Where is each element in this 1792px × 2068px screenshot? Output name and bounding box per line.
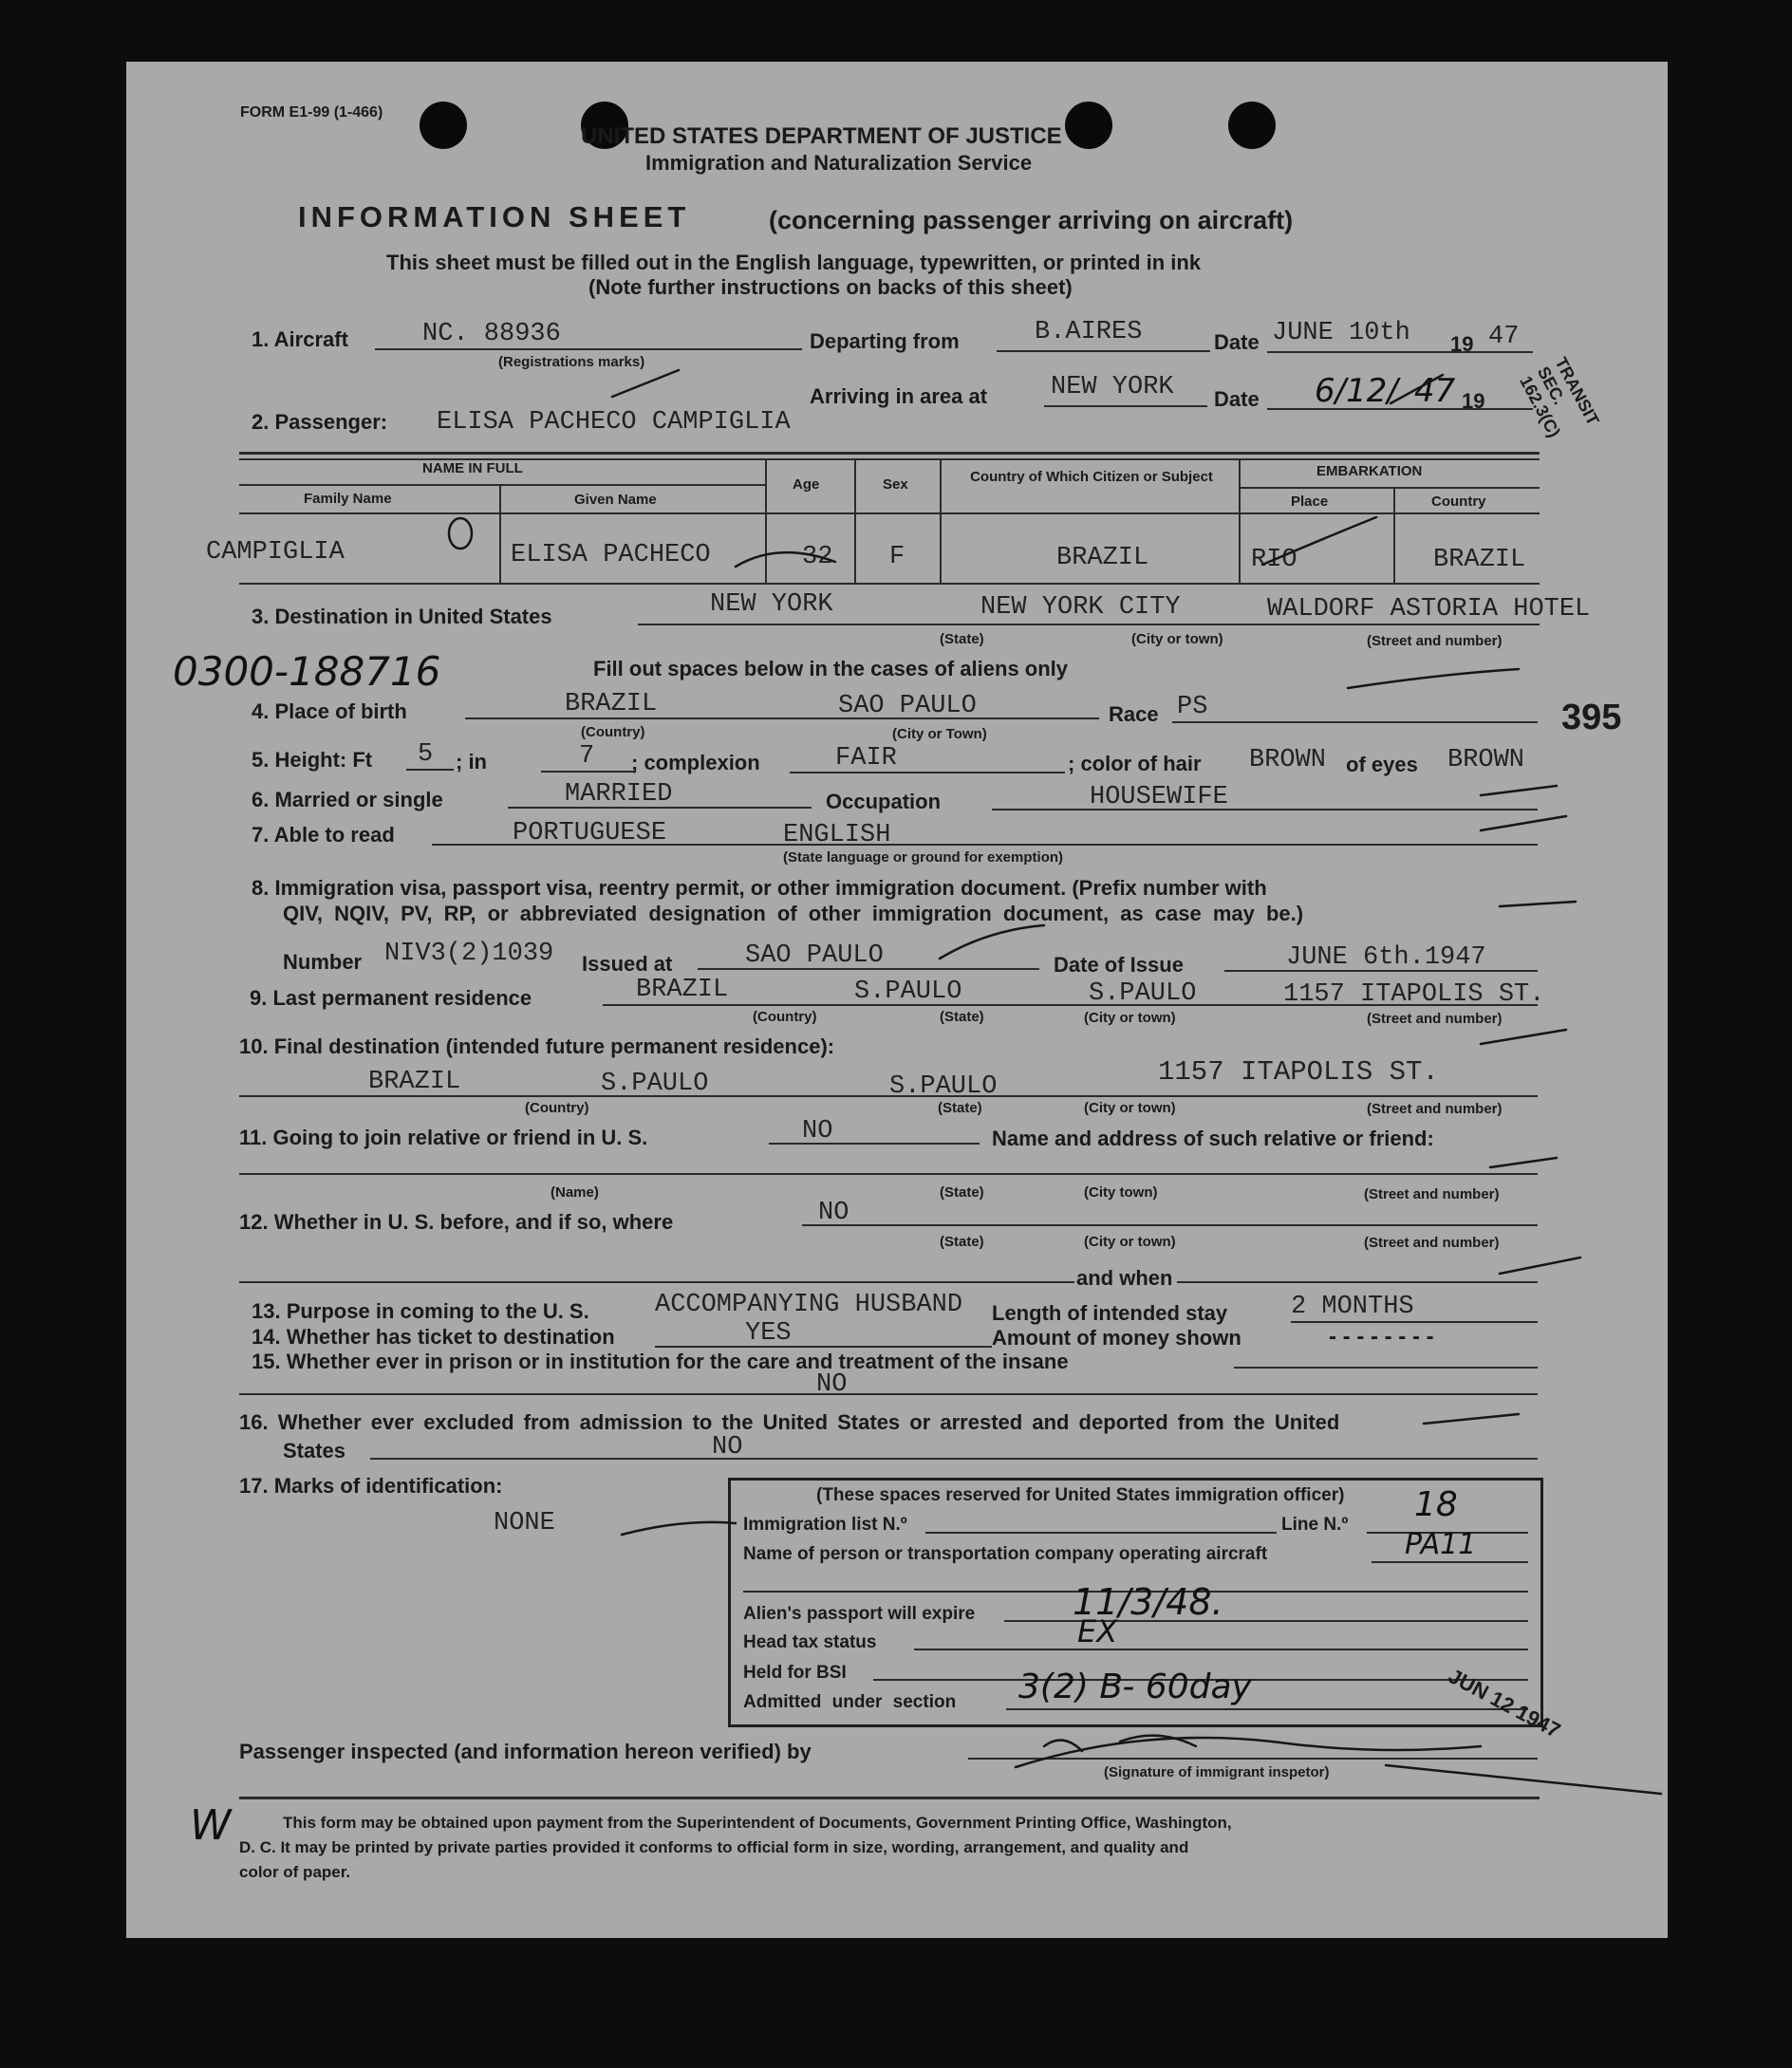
age-header: Age: [793, 476, 820, 493]
given-name-header: Given Name: [574, 492, 657, 508]
relative-name-label: Name and address of such relative or friend:: [992, 1127, 1434, 1150]
signature-stroke: [1016, 1738, 1481, 1767]
departing-label: Departing from: [810, 329, 960, 353]
excluded-line-2: States: [283, 1439, 346, 1463]
marks-value: NONE: [494, 1509, 555, 1537]
instruction-note: (Note further instructions on backs of this sheet): [588, 275, 1073, 299]
excluded-value: NO: [712, 1433, 743, 1462]
country-citizen-header: Country of Which Citizen or Subject: [970, 469, 1213, 485]
passport-expire-value: 11/3/48.: [1073, 1581, 1223, 1623]
footer-line-1: This form may be obtained upon payment from the Superintendent of Documents, Government Printing Office, Washington,: [283, 1814, 1232, 1832]
final-state-caption: (State): [938, 1100, 982, 1116]
department-title: UNITED STATES DEPARTMENT OF JUSTICE: [581, 123, 1062, 149]
form-code: 395: [1561, 698, 1622, 737]
place-cell: RIO: [1251, 546, 1297, 574]
margin-mark: W: [190, 1801, 232, 1850]
visit-street-caption: (Street and number): [1364, 1235, 1500, 1251]
join-relative-value: NO: [802, 1117, 833, 1146]
purpose-value: ACCOMPANYING HUSBAND: [655, 1291, 963, 1319]
complexion-label: ; complexion: [631, 751, 760, 774]
read-lang-1: PORTUGUESE: [513, 819, 667, 848]
height-in-label: ; in: [456, 750, 487, 773]
destination-city: NEW YORK CITY: [980, 593, 1181, 622]
eyes-value: BROWN: [1447, 746, 1525, 774]
relative-name-caption: (Name): [551, 1184, 599, 1201]
officer-box-title: (These spaces reserved for United States immigration officer): [816, 1485, 1345, 1505]
residence-state: S.PAULO: [854, 978, 962, 1006]
birth-city-caption: (City or Town): [892, 726, 987, 742]
date-stroke: [1391, 375, 1443, 403]
issued-label: Issued at: [582, 952, 673, 976]
residence-street-caption: (Street and number): [1367, 1011, 1503, 1027]
final-country: BRAZIL: [368, 1068, 461, 1096]
footer-line-3: color of paper.: [239, 1863, 351, 1881]
citizen-cell: BRAZIL: [1056, 544, 1149, 572]
race-label: Race: [1109, 702, 1159, 726]
destination-state: NEW YORK: [710, 590, 833, 619]
ticket-value: YES: [745, 1319, 792, 1348]
number-label: Number: [283, 950, 363, 974]
residence-city-caption: (City or town): [1084, 1010, 1176, 1026]
city-caption: (City or town): [1131, 631, 1223, 647]
stay-label: Length of intended stay: [992, 1301, 1228, 1325]
read-label: 7. Able to read: [252, 823, 395, 847]
file-number: 0300-188716: [173, 648, 441, 695]
admitted-section-label: Admitted under section: [743, 1692, 957, 1712]
married-value: MARRIED: [565, 780, 673, 809]
aircraft-label: 1. Aircraft: [252, 327, 348, 351]
height-label: 5. Height: Ft: [252, 748, 373, 772]
destination-street: WALDORF ASTORIA HOTEL: [1267, 595, 1591, 624]
visa-line-1: 8. Immigration visa, passport visa, reentry permit, or other immigration document. (Prefix number with: [252, 876, 1267, 900]
sex-cell: F: [889, 543, 905, 571]
visit-state-caption: (State): [940, 1234, 984, 1250]
residence-city: S.PAULO: [1089, 979, 1197, 1008]
immigration-list-label: Immigration list N.º: [743, 1515, 907, 1535]
signature-stroke: [1386, 1765, 1661, 1794]
check-stroke: [1481, 1030, 1566, 1044]
check-stroke: [612, 370, 679, 397]
service-title: Immigration and Naturalization Service: [645, 151, 1033, 175]
birth-country-caption: (Country): [581, 724, 645, 740]
complexion-value: FAIR: [835, 744, 897, 773]
arriving-value: NEW YORK: [1051, 373, 1174, 401]
company-value: PA11: [1405, 1528, 1477, 1561]
passport-expire-label: Alien's passport will expire: [743, 1604, 976, 1624]
line-number-label: Line N.º: [1281, 1515, 1349, 1535]
embarkation-header: EMBARKATION: [1316, 463, 1423, 479]
inspected-label: Passenger inspected (and information hereon verified) by: [239, 1740, 812, 1763]
arrival-date-label: Date: [1214, 387, 1260, 411]
age-cell: 32: [802, 543, 833, 571]
visit-city-caption: (City or town): [1084, 1234, 1176, 1250]
check-stroke: [736, 552, 835, 567]
purpose-label: 13. Purpose in coming to the U. S.: [252, 1299, 589, 1323]
check-stroke: [1262, 517, 1376, 565]
relative-street-caption: (Street and number): [1364, 1186, 1500, 1202]
passenger-label: 2. Passenger:: [252, 410, 388, 434]
money-label: Amount of money shown: [992, 1326, 1241, 1350]
check-stroke: [1481, 786, 1557, 795]
final-city-caption: (City or town): [1084, 1100, 1176, 1116]
footer-line-2: D. C. It may be printed by private parties provided it conforms to official form in size, wording, arrangement, and quality and: [239, 1838, 1189, 1856]
final-street-caption: (Street and number): [1367, 1101, 1503, 1117]
birth-city: SAO PAULO: [838, 692, 977, 720]
issue-date: JUNE 6th.1947: [1286, 943, 1486, 972]
read-lang-2: ENGLISH: [783, 821, 891, 849]
passenger-name: ELISA PACHECO CAMPIGLIA: [437, 408, 791, 437]
form-number: FORM E1-99 (1-466): [240, 104, 383, 121]
check-stroke: [1500, 1258, 1580, 1274]
departure-date: JUNE 10th: [1272, 319, 1410, 347]
married-label: 6. Married or single: [252, 788, 443, 811]
year-prefix: 19: [1450, 332, 1474, 356]
race-value: PS: [1177, 693, 1208, 721]
departure-year: 47: [1488, 323, 1520, 351]
stay-value: 2 MONTHS: [1291, 1293, 1414, 1321]
state-caption: (State): [940, 631, 984, 647]
place-header: Place: [1291, 494, 1329, 510]
sheet-subtitle: (concerning passenger arriving on aircraft): [769, 206, 1294, 234]
year-prefix-2: 19: [1462, 389, 1485, 413]
head-tax-value: EX: [1077, 1613, 1118, 1649]
hair-label: ; color of hair: [1068, 752, 1202, 775]
circle-mark: [449, 518, 472, 549]
residence-label: 9. Last permanent residence: [250, 986, 532, 1010]
relative-state-caption: (State): [940, 1184, 984, 1201]
arrival-year: 47: [1414, 372, 1456, 410]
line-number-value: 18: [1414, 1485, 1458, 1524]
date-stamp: JUN 12 1947: [1444, 1664, 1565, 1743]
final-street: 1157 ITAPOLIS ST.: [1158, 1056, 1439, 1088]
date-label: Date: [1214, 330, 1260, 354]
sheet-title: INFORMATION SHEET: [298, 200, 691, 233]
residence-street: 1157 ITAPOLIS ST.: [1283, 980, 1545, 1009]
check-stroke: [1424, 1414, 1519, 1424]
head-tax-label: Head tax status: [743, 1632, 877, 1652]
issue-date-label: Date of Issue: [1054, 953, 1184, 977]
company-label: Name of person or transportation company operating aircraft: [743, 1544, 1268, 1564]
check-stroke: [1500, 902, 1576, 906]
check-stroke: [1490, 1158, 1557, 1167]
street-caption: (Street and number): [1367, 633, 1503, 649]
prison-label: 15. Whether ever in prison or in institution for the care and treatment of the insane: [252, 1350, 1069, 1373]
final-state: S.PAULO: [601, 1070, 709, 1098]
birth-label: 4. Place of birth: [252, 699, 407, 723]
name-in-full-header: NAME IN FULL: [422, 460, 523, 476]
arriving-label: Arriving in area at: [810, 384, 988, 408]
join-relative-label: 11. Going to join relative or friend in U. S.: [239, 1126, 648, 1149]
final-destination-label: 10. Final destination (intended future permanent residence):: [239, 1034, 835, 1058]
previous-visit-value: NO: [818, 1199, 849, 1227]
family-name-cell: CAMPIGLIA: [206, 538, 345, 567]
embark-country-cell: BRAZIL: [1433, 546, 1526, 574]
final-city: S.PAULO: [889, 1072, 998, 1101]
hair-value: BROWN: [1249, 746, 1327, 774]
registration-caption: (Registrations marks): [498, 354, 645, 370]
visa-number: NIV3(2)1039: [384, 940, 554, 968]
check-stroke: [622, 1522, 736, 1535]
issued-at: SAO PAULO: [745, 941, 884, 970]
residence-country-caption: (Country): [753, 1009, 817, 1025]
height-in: 7: [579, 742, 595, 771]
residence-country: BRAZIL: [636, 976, 729, 1004]
bsi-label: Held for BSI: [743, 1663, 847, 1683]
relative-city-caption: (City town): [1084, 1184, 1158, 1201]
final-country-caption: (Country): [525, 1100, 589, 1116]
eyes-label: of eyes: [1346, 753, 1418, 776]
when-label: and when: [1076, 1266, 1173, 1290]
occupation-label: Occupation: [826, 790, 942, 813]
excluded-line-1: 16. Whether ever excluded from admission to the United States or arrested and deported from the United: [239, 1410, 1340, 1434]
destination-label: 3. Destination in United States: [252, 605, 552, 628]
visa-line-2: QIV, NQIV, PV, RP, or abbreviated designation of other immigration document, as case may be.): [283, 902, 1304, 925]
aliens-only-note: Fill out spaces below in the cases of aliens only: [593, 657, 1069, 680]
check-stroke: [1348, 669, 1519, 688]
birth-country: BRAZIL: [565, 690, 658, 718]
aircraft-value: NC. 88936: [422, 320, 561, 348]
occupation-value: HOUSEWIFE: [1090, 783, 1228, 811]
arrival-date: 6/12/: [1315, 372, 1398, 410]
residence-state-caption: (State): [940, 1009, 984, 1025]
marks-label: 17. Marks of identification:: [239, 1474, 503, 1498]
money-value: - - - - - - - -: [1329, 1324, 1434, 1350]
family-name-header: Family Name: [304, 491, 392, 507]
language-caption: (State language or ground for exemption): [783, 849, 1064, 866]
previous-visit-label: 12. Whether in U. S. before, and if so, where: [239, 1210, 674, 1234]
check-stroke: [1481, 816, 1566, 830]
given-name-cell: ELISA PACHECO: [511, 541, 711, 569]
height-ft: 5: [418, 740, 434, 769]
departing-value: B.AIRES: [1035, 318, 1143, 346]
country-header: Country: [1431, 494, 1486, 510]
transit-stamp: TRANSIT SEC. 162.3(C): [1516, 354, 1603, 441]
instruction-line: This sheet must be filled out in the English language, typewritten, or printed in ink: [386, 251, 1202, 274]
prison-value: NO: [816, 1370, 848, 1399]
sex-header: Sex: [883, 476, 908, 493]
ticket-label: 14. Whether has ticket to destination: [252, 1325, 615, 1349]
admitted-section-value: 3(2) B- 60day: [1018, 1667, 1252, 1706]
check-stroke: [940, 925, 1044, 959]
signature-caption: (Signature of immigrant inspetor): [1104, 1764, 1330, 1780]
